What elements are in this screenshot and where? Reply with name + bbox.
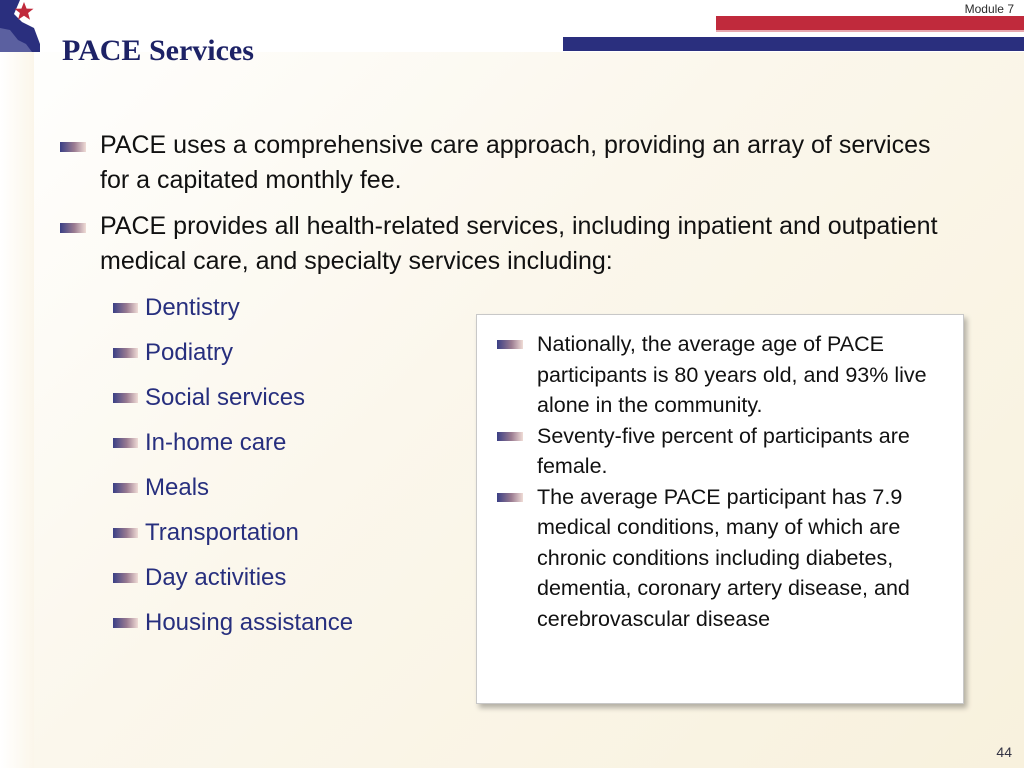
service-item	[113, 470, 463, 505]
callout-bullet	[497, 482, 943, 635]
callout-bullet	[497, 329, 943, 421]
callout-bullet	[497, 421, 943, 482]
service-item-label: Housing assistance	[145, 609, 354, 636]
main-bullet	[60, 128, 960, 198]
service-item	[113, 560, 463, 595]
bullet-marker-icon	[60, 223, 86, 233]
service-item-label: Podiatry	[145, 339, 234, 366]
service-item-label: Transportation	[145, 519, 299, 546]
service-item-label: Dentistry	[145, 294, 240, 321]
bullet-marker-icon	[497, 493, 523, 502]
service-item	[113, 290, 463, 325]
service-item-label: In-home care	[145, 429, 287, 456]
service-item-label: Day activities	[145, 564, 287, 591]
header-red-bar	[716, 16, 1024, 30]
main-bullet-text: PACE provides all health-related services, including inpatient and outpatient medical care, and specialty services including:	[100, 212, 938, 275]
service-item	[113, 425, 463, 460]
services-list	[113, 290, 463, 650]
bullet-marker-icon	[113, 348, 138, 358]
bullet-marker-icon	[497, 432, 523, 441]
bullet-marker-icon	[113, 618, 138, 628]
header-navy-bar	[563, 37, 1024, 51]
statistics-callout-box	[476, 314, 964, 704]
bullet-marker-icon	[113, 483, 138, 493]
main-bullet	[60, 209, 960, 279]
left-decor-strip	[0, 52, 34, 768]
page-number: 44	[996, 744, 1012, 760]
main-bullet-list	[60, 128, 960, 290]
service-item	[113, 605, 463, 640]
bullet-marker-icon	[113, 393, 138, 403]
callout-bullet-text: The average PACE participant has 7.9 medical conditions, many of which are chronic conditions including diabetes, dementia, coronary artery disease, and cerebrovascular disease	[537, 484, 910, 631]
star-flag-icon	[0, 0, 40, 52]
service-item-label: Meals	[145, 474, 210, 501]
main-bullet-text: PACE uses a comprehensive care approach, providing an array of services for a capitated monthly fee.	[100, 131, 931, 194]
service-item	[113, 335, 463, 370]
service-item	[113, 515, 463, 550]
service-item	[113, 380, 463, 415]
bullet-marker-icon	[60, 142, 86, 152]
header-red-bar-shade	[716, 30, 1024, 32]
bullet-marker-icon	[113, 573, 138, 583]
service-item-label: Social services	[145, 384, 306, 411]
slide-title: PACE Services	[62, 34, 254, 67]
module-label: Module 7	[964, 2, 1014, 16]
callout-bullet-text: Nationally, the average age of PACE participants is 80 years old, and 93% live alone in the community.	[537, 332, 927, 417]
bullet-marker-icon	[113, 303, 138, 313]
callout-bullet-text: Seventy-five percent of participants are female.	[537, 423, 910, 478]
bullet-marker-icon	[113, 438, 138, 448]
bullet-marker-icon	[113, 528, 138, 538]
bullet-marker-icon	[497, 340, 523, 349]
